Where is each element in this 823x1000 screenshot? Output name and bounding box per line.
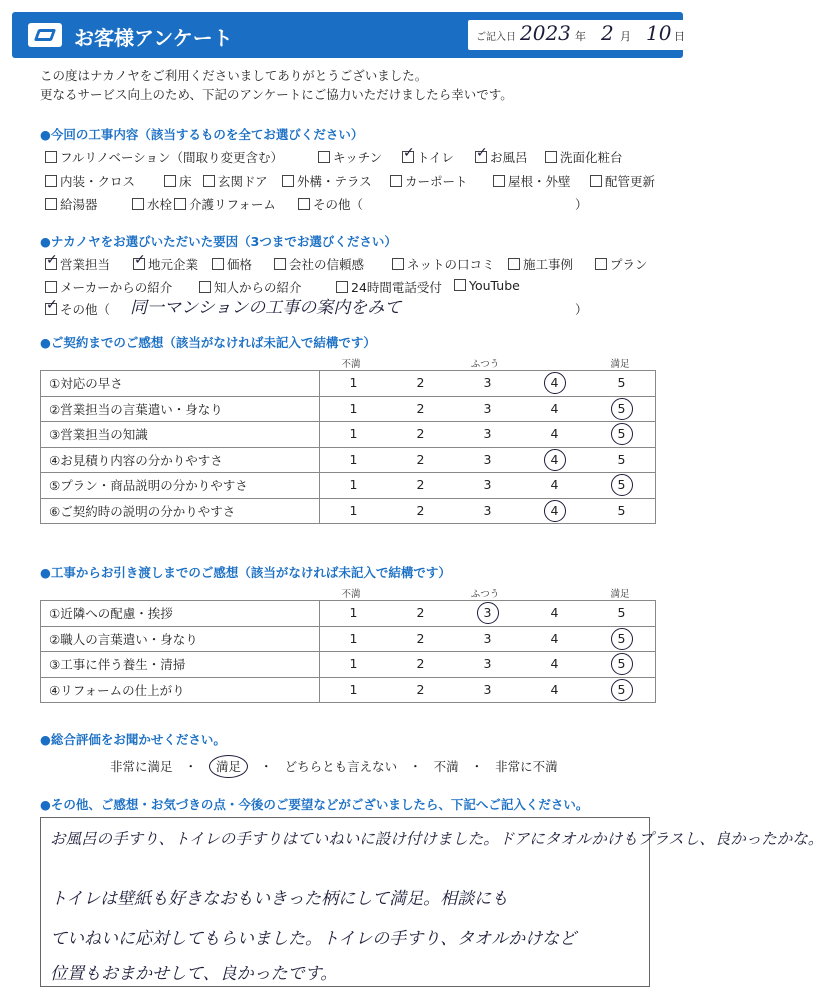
overall-option-2[interactable]: どちらとも言えない [284,759,398,774]
q3-score-option[interactable]: 2 [416,502,425,518]
q2-other-label: その他（ [60,302,111,317]
q1-option-0-2-checkbox[interactable] [402,151,414,163]
q2-option-0-1[interactable] [133,255,198,273]
comment-line-2: トイレは壁紙も好きなおもいきった柄にして満足。相談にも [50,889,509,909]
q3-scale-high: 満足 [610,359,630,370]
q4-score-option[interactable]: 1 [349,605,358,621]
comment-line-4: 位置もおまかせして、良かったです。 [50,964,338,984]
q4-scale-high: 満足 [610,589,630,600]
q3-score-option[interactable]: 2 [416,400,425,416]
q1-option-1-3[interactable] [282,172,372,190]
q2-option-0-2[interactable] [212,255,252,273]
q2-title: ●ナカノヤをお選びいただいた要因（3つまでお選びください） [40,234,397,249]
table-row [41,677,656,703]
q2-option-0-5-label: 施工事例 [523,257,574,272]
date-day[interactable]: 10 [646,21,672,45]
q3-score-option[interactable]: 3 [483,375,492,391]
q4-score-option[interactable]: 5 [617,605,626,621]
q1-option-0-4-checkbox[interactable] [545,151,557,163]
overall-separator: ・ [470,759,484,774]
q2-option-0-0-checkbox[interactable] [45,258,57,270]
q3-score-option[interactable]: 5 [617,375,626,391]
q1-option-2-3-label: その他（ [313,197,364,212]
q6-title: ●その他、ご感想・お気づきの点・今後のご要望などがございましたら、下記へご記入ください。 [40,797,589,812]
q1-option-1-5[interactable] [493,172,571,190]
q1-option-0-4[interactable] [545,148,623,166]
q2-option-0-2-checkbox[interactable] [212,258,224,270]
table-row [41,652,656,678]
q3-score-option[interactable]: 1 [349,477,358,493]
q3-score-selected[interactable]: 5 [611,474,633,496]
q1-option-0-0[interactable] [45,148,283,166]
q3-score-option[interactable]: 2 [416,426,425,442]
q1-option-1-6-label: 配管更新 [605,174,656,189]
q4-score-option[interactable]: 2 [416,630,425,646]
overall-option-4[interactable]: 非常に不満 [495,759,558,774]
intro-line-1: この度はナカノヤをご利用くださいましてありがとうございました。 [40,68,428,83]
q1-title: ●今回の工事内容（該当するものを全てお選びください） [40,127,364,142]
q2-option-0-6-checkbox[interactable] [595,258,607,270]
q1-option-1-2-checkbox[interactable] [203,175,215,187]
q2-other-text[interactable]: 同一マンションの工事の案内をみて [130,298,402,318]
q1-option-2-2[interactable] [174,195,276,213]
q3-score-option[interactable]: 3 [483,451,492,467]
q4-score-option[interactable]: 1 [349,630,358,646]
q2-option-0-0-label: 営業担当 [60,257,111,272]
q4-scale-mid: ふつう [470,589,500,600]
q2-option-0-6-label: プラン [610,257,648,272]
q2-other-close: ） [575,302,588,317]
q4-title: ●工事からお引き渡しまでのご感想（該当がなければ未記入で結構です） [40,565,451,580]
q1-option-0-2-label: トイレ [417,150,454,165]
q4-score-option[interactable]: 4 [550,681,559,697]
table-row [41,422,656,448]
q3-score-selected[interactable]: 4 [544,372,566,394]
intro-line-2: 更なるサービス向上のため、下記のアンケートにご協力いただけましたら幸いです。 [40,87,513,102]
q2-option-1-1-label: 知人からの紹介 [214,280,302,295]
q4-score-option[interactable]: 1 [349,656,358,672]
q1-option-1-3-label: 外構・テラス [297,174,372,189]
q1-option-2-0-label: 給湯器 [60,197,98,212]
q3-score-option[interactable]: 1 [349,426,358,442]
q3-title: ●ご契約までのご感想（該当がなければ未記入で結構です） [40,335,376,350]
q3-score-option[interactable]: 2 [416,477,425,493]
comment-line-1: お風呂の手すり、トイレの手すりはていねいに設け付けました。ドアにタオルかけもプラスし、良かったかな。 [50,830,823,848]
overall-option-selected[interactable]: 満足 [209,755,248,778]
q1-option-1-6-checkbox[interactable] [590,175,602,187]
q3-item-label: ①対応の早さ [41,371,320,397]
q3-item-label: ②営業担当の言葉遣い・身なり [41,396,320,422]
q4-score-option[interactable]: 1 [349,681,358,697]
date-label: ご記入日 [476,32,516,43]
q2-option-0-0[interactable] [45,255,110,273]
q1-option-2-3[interactable] [298,195,363,213]
q4-item-label: ④リフォームの仕上がり [41,677,320,703]
q2-option-1-3[interactable] [454,278,520,293]
q1-option-0-3-label: お風呂 [490,150,528,165]
q3-score-selected[interactable]: 4 [544,449,566,471]
q1-option-1-6[interactable] [590,172,655,190]
q2-option-1-3-checkbox[interactable] [454,279,466,291]
q2-option-0-3[interactable] [274,255,364,273]
q1-option-2-0[interactable] [45,195,98,213]
q4-rating-table [40,600,656,703]
q3-item-label: ③営業担当の知識 [41,422,320,448]
q1-option-2-0-checkbox[interactable] [45,198,57,210]
q4-item-label: ①近隣への配慮・挨拶 [41,601,320,627]
q2-option-1-0-checkbox[interactable] [45,281,57,293]
q2-other-checkbox[interactable] [45,303,57,315]
table-row [41,601,656,627]
q1-option-2-1[interactable] [132,195,172,213]
q1-option-2-2-checkbox[interactable] [174,198,186,210]
date-month[interactable]: 2 [601,21,614,45]
q3-score-option[interactable]: 1 [349,502,358,518]
overall-separator: ・ [409,759,422,774]
q4-score-option[interactable]: 2 [416,656,425,672]
q1-option-0-1[interactable] [318,148,382,166]
q2-option-0-3-label: 会社の信頼感 [289,257,365,272]
overall-separator: ・ [260,759,273,774]
q2-option-1-2-checkbox[interactable] [336,281,348,293]
q1-option-2-1-label: 水栓 [147,197,173,212]
page-title: お客様アンケート [74,26,233,50]
q3-score-option[interactable]: 3 [483,477,492,493]
q4-scale-low: 不満 [341,589,361,600]
date-day-unit: 日 [674,30,685,43]
q3-score-option[interactable]: 4 [550,477,559,493]
q3-score-option[interactable]: 1 [349,375,358,391]
q1-other-close: ） [575,197,588,212]
q4-score-selected[interactable]: 5 [611,628,633,650]
q1-option-0-3-checkbox[interactable] [475,151,487,163]
overall-separator: ・ [184,759,198,774]
q2-option-0-4-checkbox[interactable] [392,258,404,270]
q2-option-0-4-label: ネットの口コミ [407,257,495,272]
q2-option-0-4[interactable] [392,255,495,273]
q3-scale-mid: ふつう [470,359,500,370]
q1-option-0-2[interactable] [402,148,454,166]
q1-option-0-1-label: キッチン [333,150,383,165]
q3-item-label: ⑤プラン・商品説明の分かりやすさ [41,473,320,499]
q4-score-option[interactable]: 4 [550,656,559,672]
q2-option-1-3-label: YouTube [469,278,520,293]
q1-option-1-0-checkbox[interactable] [45,175,57,187]
q1-option-1-0-label: 内装・クロス [60,174,136,189]
q4-score-option[interactable]: 2 [416,681,425,697]
q1-option-1-2-label: 玄関ドア [218,174,268,189]
table-row [41,396,656,422]
q2-option-1-2-label: 24時間電話受付 [351,280,442,295]
q3-score-option[interactable]: 5 [617,502,626,518]
q1-option-1-1-checkbox[interactable] [164,175,176,187]
q1-option-1-3-checkbox[interactable] [282,175,294,187]
q3-score-option[interactable]: 3 [483,502,492,518]
q1-option-1-4[interactable] [390,172,468,190]
q4-score-option[interactable]: 3 [483,630,492,646]
q4-score-option[interactable]: 4 [550,630,559,646]
q2-option-0-5-checkbox[interactable] [508,258,520,270]
q1-option-1-0[interactable] [45,172,135,190]
q2-option-0-6[interactable] [595,255,648,273]
q2-option-1-0-label: メーカーからの紹介 [60,280,173,295]
q4-item-label: ③工事に伴う養生・清掃 [41,652,320,678]
q3-score-option[interactable]: 4 [550,426,559,442]
q3-score-option[interactable]: 2 [416,451,425,467]
q3-score-option[interactable]: 4 [550,400,559,416]
q1-option-1-5-checkbox[interactable] [493,175,505,187]
q4-score-option[interactable]: 2 [416,605,425,621]
overall-rating-options [110,757,558,775]
q3-score-selected[interactable]: 5 [611,423,633,445]
q3-score-option[interactable]: 5 [617,451,626,467]
q4-item-label: ②職人の言葉遣い・身なり [41,626,320,652]
q3-item-label: ④お見積り内容の分かりやすさ [41,447,320,473]
q2-option-0-2-label: 価格 [227,257,253,272]
table-row [41,447,656,473]
q1-option-1-1-label: 床 [179,174,192,189]
q1-option-2-3-checkbox[interactable] [298,198,310,210]
overall-option-3[interactable]: 不満 [433,759,459,774]
q1-option-0-0-label: フルリノベーション（間取り変更含む） [60,150,284,165]
q4-score-selected[interactable]: 5 [611,679,633,701]
q2-option-0-1-label: 地元企業 [148,257,199,272]
q2-option-0-5[interactable] [508,255,573,273]
q2-option-0-3-checkbox[interactable] [274,258,286,270]
q4-score-option[interactable]: 3 [483,656,492,672]
q1-option-1-2[interactable] [203,172,268,190]
header-bar [12,12,683,58]
q1-option-1-1[interactable] [164,172,192,190]
q1-option-2-1-checkbox[interactable] [132,198,144,210]
table-row [41,371,656,397]
q1-option-0-1-checkbox[interactable] [318,151,330,163]
q3-score-option[interactable]: 3 [483,400,492,416]
q1-option-0-3[interactable] [475,148,528,166]
table-row [41,473,656,499]
q3-score-option[interactable]: 3 [483,426,492,442]
q4-score-option[interactable]: 4 [550,605,559,621]
q1-option-1-4-checkbox[interactable] [390,175,402,187]
q3-score-selected[interactable]: 5 [611,398,633,420]
q2-other[interactable] [45,300,110,318]
q3-item-label: ⑥ご契約時の説明の分かりやすさ [41,498,320,524]
date-year-unit: 年 [575,30,586,43]
q1-option-1-5-label: 屋根・外壁 [508,174,571,189]
q3-scale-low: 不満 [341,359,361,370]
q2-option-0-1-checkbox[interactable] [133,258,145,270]
overall-option-0[interactable]: 非常に満足 [110,759,173,774]
q3-score-selected[interactable]: 4 [544,500,566,522]
table-row [41,498,656,524]
q3-score-option[interactable]: 2 [416,375,425,391]
table-row [41,626,656,652]
date-box [468,20,690,50]
q1-option-0-4-label: 洗面化粧台 [560,150,623,165]
date-year[interactable]: 2023 [520,21,571,45]
q2-option-1-1-checkbox[interactable] [199,281,211,293]
q5-title: ●総合評価をお聞かせください。 [40,732,226,747]
q4-score-selected[interactable]: 5 [611,653,633,675]
company-logo-icon [28,23,62,47]
q1-option-0-0-checkbox[interactable] [45,151,57,163]
q3-rating-table [40,370,656,524]
q4-score-selected[interactable]: 3 [477,602,499,624]
q1-option-2-2-label: 介護リフォーム [189,197,276,212]
q3-score-option[interactable]: 1 [349,451,358,467]
comment-line-3: ていねいに応対してもらいました。トイレの手すり、タオルかけなど [50,929,577,949]
q1-option-1-4-label: カーポート [405,174,468,189]
date-month-unit: 月 [620,30,631,43]
q3-score-option[interactable]: 1 [349,400,358,416]
q4-score-option[interactable]: 3 [483,681,492,697]
